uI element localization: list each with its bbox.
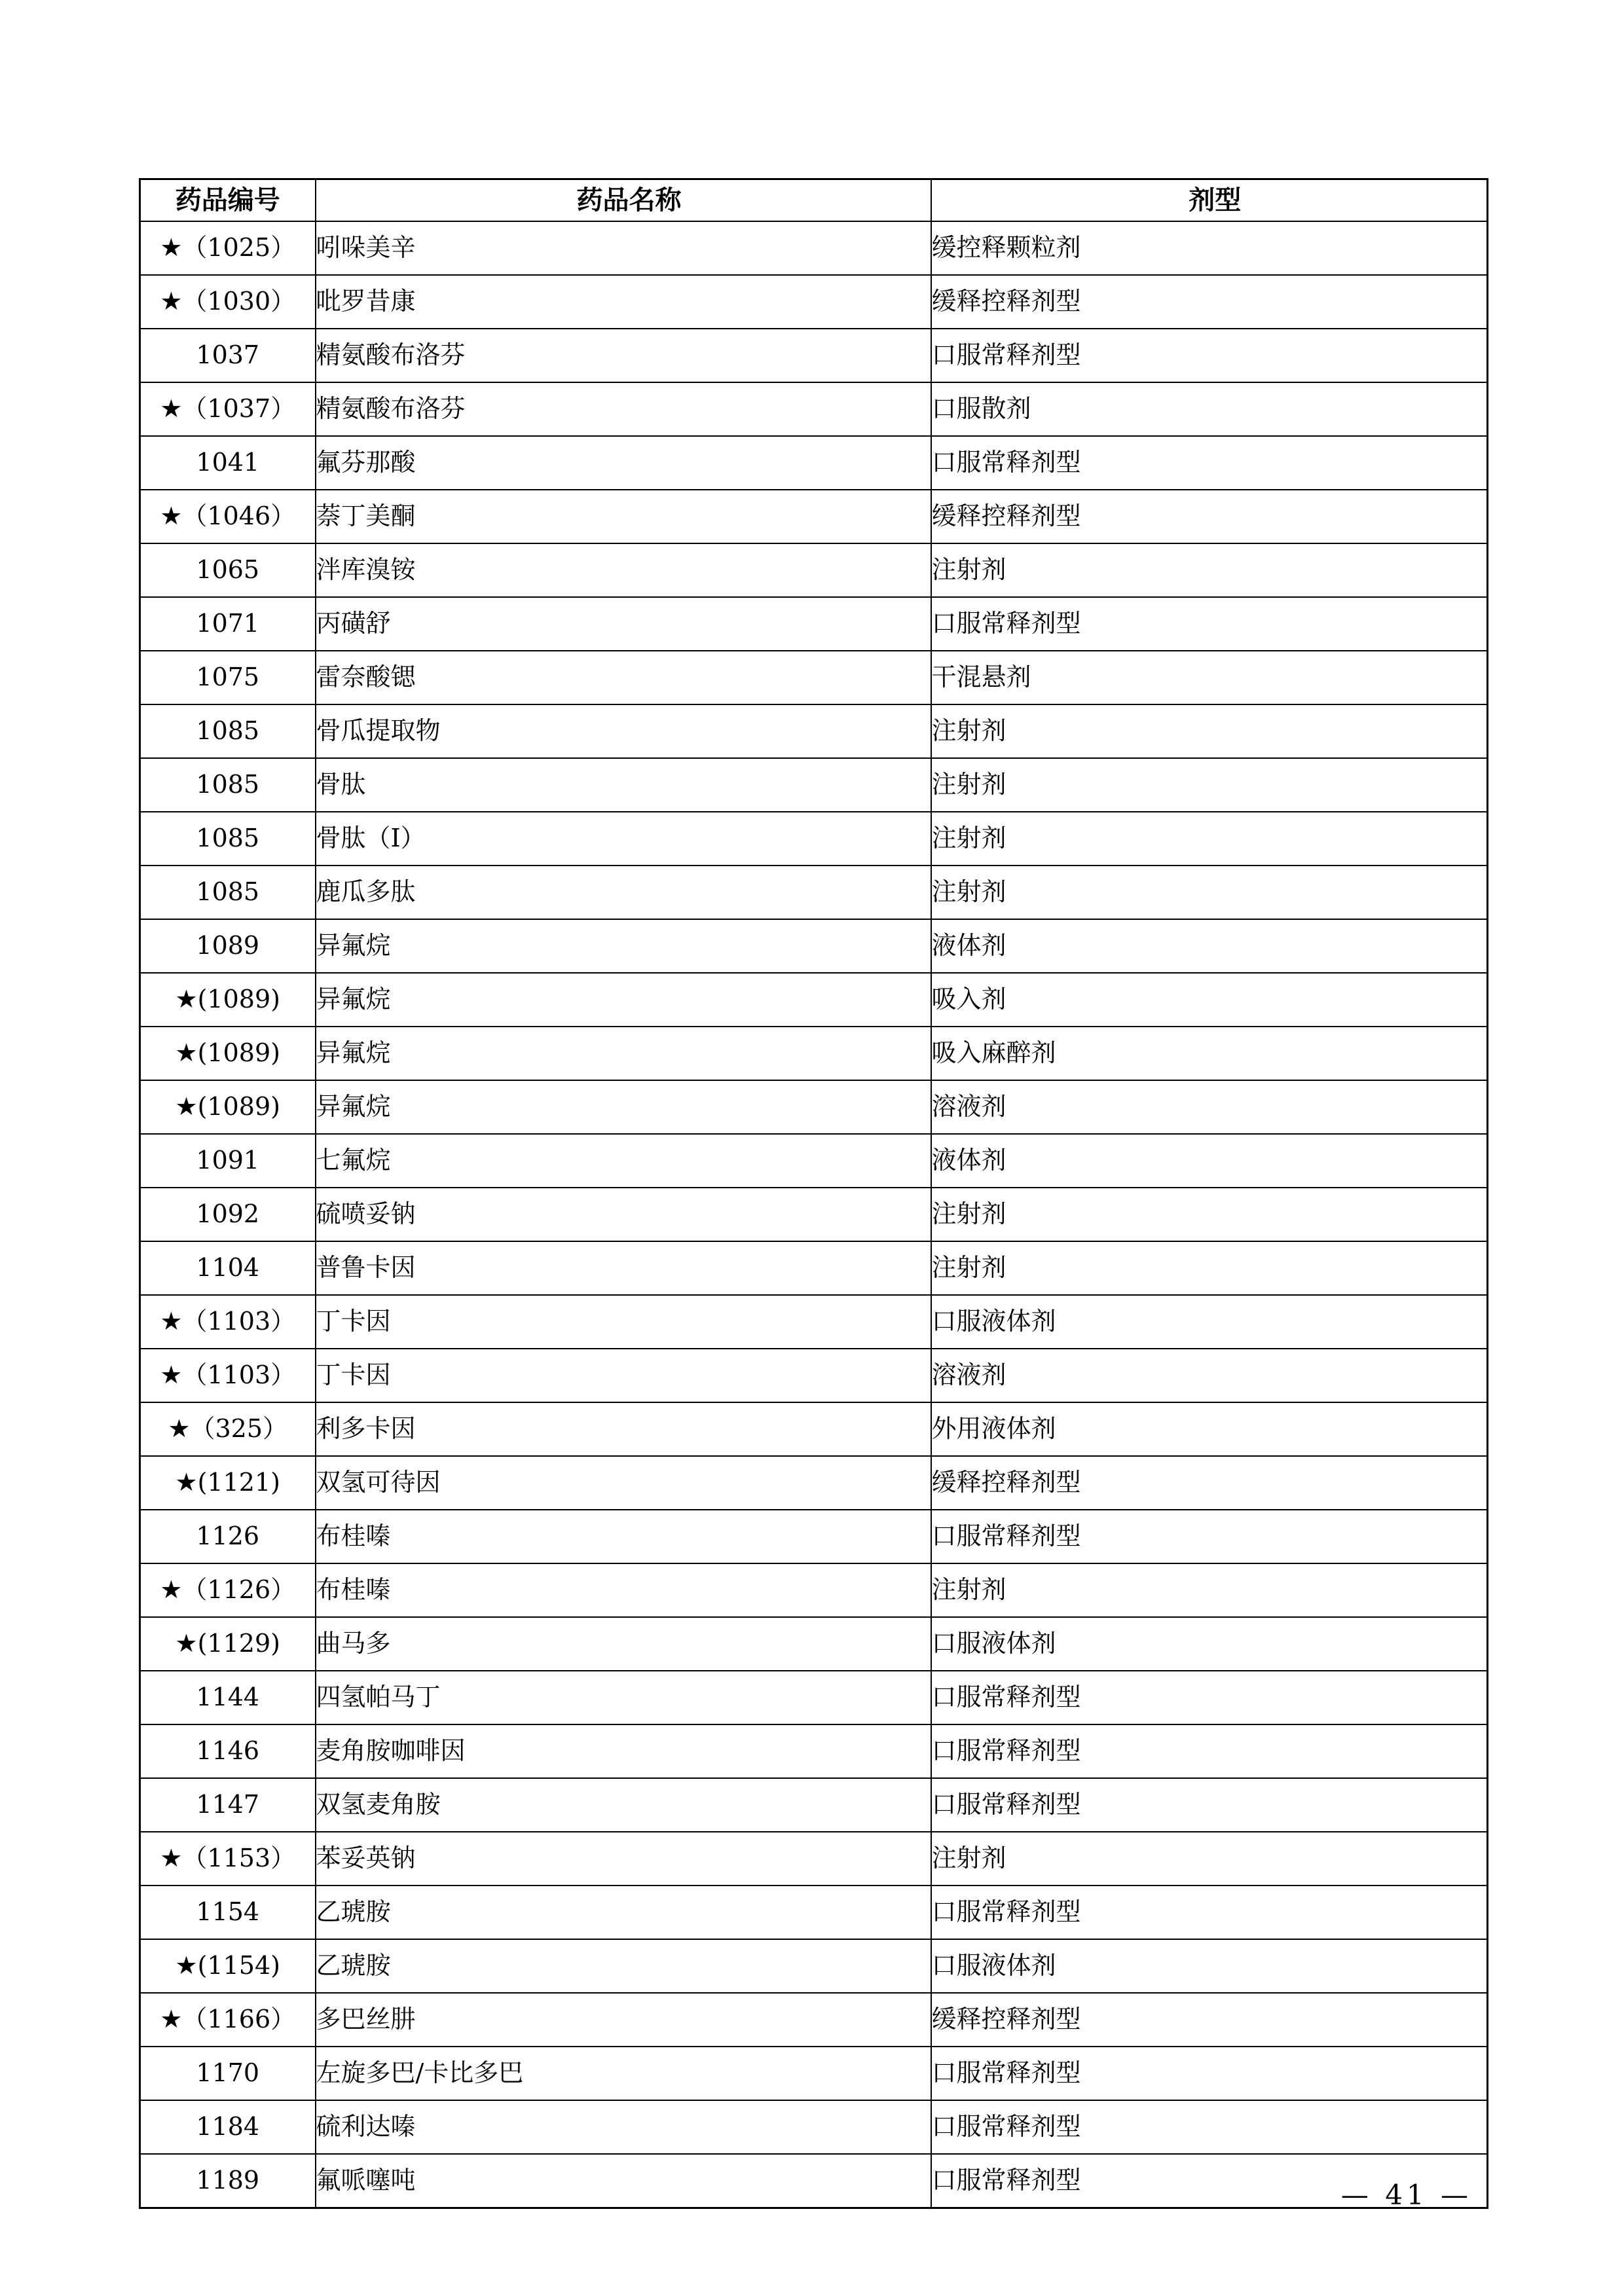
cell-drug-name: 硫利达嗪 xyxy=(316,2100,931,2154)
cell-drug-name: 四氢帕马丁 xyxy=(316,1671,931,1724)
cell-drug-code: 1085 xyxy=(140,758,316,812)
cell-dosage-form: 口服常释剂型 xyxy=(931,1724,1488,1778)
cell-drug-name: 曲马多 xyxy=(316,1617,931,1671)
table-row xyxy=(140,436,1488,490)
cell-drug-name: 布桂嗪 xyxy=(316,1563,931,1617)
cell-drug-code: ★（1126） xyxy=(140,1563,316,1617)
cell-drug-name: 双氢麦角胺 xyxy=(316,1778,931,1832)
cell-drug-code: ★(1154) xyxy=(140,1939,316,1993)
cell-dosage-form: 注射剂 xyxy=(931,812,1488,866)
drug-list-table-container xyxy=(139,178,1486,2209)
cell-drug-name: 吡罗昔康 xyxy=(316,275,931,329)
cell-drug-name: 雷奈酸锶 xyxy=(316,651,931,704)
column-header-dosage-form: 剂型 xyxy=(931,179,1488,222)
cell-drug-name: 骨肽（Ⅰ） xyxy=(316,812,931,866)
cell-drug-code: ★（1103） xyxy=(140,1295,316,1349)
cell-drug-name: 乙琥胺 xyxy=(316,1939,931,1993)
cell-drug-name: 双氢可待因 xyxy=(316,1456,931,1510)
cell-dosage-form: 缓释控释剂型 xyxy=(931,275,1488,329)
cell-dosage-form: 口服常释剂型 xyxy=(931,2047,1488,2100)
cell-drug-name: 萘丁美酮 xyxy=(316,490,931,543)
cell-dosage-form: 口服散剂 xyxy=(931,382,1488,436)
cell-drug-code: ★（325） xyxy=(140,1402,316,1456)
cell-dosage-form: 注射剂 xyxy=(931,1563,1488,1617)
cell-drug-name: 布桂嗪 xyxy=(316,1510,931,1563)
cell-drug-code: ★（1166） xyxy=(140,1993,316,2047)
table-row xyxy=(140,973,1488,1027)
cell-drug-code: 1184 xyxy=(140,2100,316,2154)
cell-drug-name: 左旋多巴/卡比多巴 xyxy=(316,2047,931,2100)
cell-drug-code: ★（1025） xyxy=(140,221,316,275)
cell-drug-name: 异氟烷 xyxy=(316,973,931,1027)
cell-dosage-form: 液体剂 xyxy=(931,919,1488,973)
table-row xyxy=(140,275,1488,329)
cell-dosage-form: 口服常释剂型 xyxy=(931,436,1488,490)
table-row xyxy=(140,1993,1488,2047)
cell-dosage-form: 口服常释剂型 xyxy=(931,2100,1488,2154)
cell-drug-name: 丁卡因 xyxy=(316,1349,931,1402)
cell-dosage-form: 外用液体剂 xyxy=(931,1402,1488,1456)
cell-drug-code: ★(1129) xyxy=(140,1617,316,1671)
table-row xyxy=(140,2047,1488,2100)
cell-dosage-form: 口服常释剂型 xyxy=(931,2154,1488,2208)
cell-drug-name: 多巴丝肼 xyxy=(316,1993,931,2047)
cell-drug-code: ★(1089) xyxy=(140,973,316,1027)
cell-dosage-form: 口服常释剂型 xyxy=(931,1886,1488,1939)
cell-drug-name: 七氟烷 xyxy=(316,1134,931,1188)
table-row xyxy=(140,329,1488,382)
table-row xyxy=(140,1563,1488,1617)
cell-drug-code: 1146 xyxy=(140,1724,316,1778)
table-row xyxy=(140,704,1488,758)
table-row xyxy=(140,1027,1488,1080)
cell-dosage-form: 注射剂 xyxy=(931,1241,1488,1295)
cell-drug-code: ★(1089) xyxy=(140,1027,316,1080)
cell-dosage-form: 口服液体剂 xyxy=(931,1939,1488,1993)
cell-drug-name: 吲哚美辛 xyxy=(316,221,931,275)
table-row xyxy=(140,919,1488,973)
cell-dosage-form: 吸入剂 xyxy=(931,973,1488,1027)
table-row xyxy=(140,543,1488,597)
cell-drug-code: ★（1046） xyxy=(140,490,316,543)
cell-dosage-form: 注射剂 xyxy=(931,704,1488,758)
table-row xyxy=(140,382,1488,436)
page-number: — 41 — xyxy=(1340,2179,1472,2211)
cell-drug-code: 1089 xyxy=(140,919,316,973)
cell-drug-name: 利多卡因 xyxy=(316,1402,931,1456)
table-row xyxy=(140,1832,1488,1886)
table-body xyxy=(140,221,1488,2208)
cell-dosage-form: 缓释控释剂型 xyxy=(931,490,1488,543)
cell-drug-code: ★（1030） xyxy=(140,275,316,329)
column-header-drug-code: 药品编号 xyxy=(140,179,316,222)
cell-dosage-form: 口服常释剂型 xyxy=(931,1671,1488,1724)
cell-drug-code: ★(1121) xyxy=(140,1456,316,1510)
cell-drug-name: 异氟烷 xyxy=(316,1027,931,1080)
cell-dosage-form: 注射剂 xyxy=(931,543,1488,597)
table-row xyxy=(140,1241,1488,1295)
cell-drug-name: 麦角胺咖啡因 xyxy=(316,1724,931,1778)
cell-dosage-form: 吸入麻醉剂 xyxy=(931,1027,1488,1080)
cell-drug-name: 乙琥胺 xyxy=(316,1886,931,1939)
cell-drug-code: 1092 xyxy=(140,1188,316,1241)
table-row xyxy=(140,2100,1488,2154)
cell-drug-name: 氟哌噻吨 xyxy=(316,2154,931,2208)
cell-drug-code: 1085 xyxy=(140,812,316,866)
table-row xyxy=(140,1134,1488,1188)
cell-drug-code: 1037 xyxy=(140,329,316,382)
table-row xyxy=(140,1295,1488,1349)
table-row xyxy=(140,221,1488,275)
cell-drug-code: 1144 xyxy=(140,1671,316,1724)
cell-drug-name: 丁卡因 xyxy=(316,1295,931,1349)
cell-drug-code: 1154 xyxy=(140,1886,316,1939)
table-row xyxy=(140,490,1488,543)
cell-drug-code: 1189 xyxy=(140,2154,316,2208)
cell-drug-code: 1170 xyxy=(140,2047,316,2100)
cell-drug-name: 精氨酸布洛芬 xyxy=(316,329,931,382)
cell-dosage-form: 口服液体剂 xyxy=(931,1295,1488,1349)
table-header-row xyxy=(140,179,1488,222)
table-row xyxy=(140,651,1488,704)
cell-drug-name: 泮库溴铵 xyxy=(316,543,931,597)
cell-dosage-form: 干混悬剂 xyxy=(931,651,1488,704)
cell-drug-name: 丙磺舒 xyxy=(316,597,931,651)
cell-drug-code: 1104 xyxy=(140,1241,316,1295)
table-row xyxy=(140,1402,1488,1456)
table-row xyxy=(140,1724,1488,1778)
cell-dosage-form: 缓释控释剂型 xyxy=(931,1993,1488,2047)
cell-drug-code: 1041 xyxy=(140,436,316,490)
cell-drug-name: 普鲁卡因 xyxy=(316,1241,931,1295)
cell-dosage-form: 缓释控释剂型 xyxy=(931,1456,1488,1510)
cell-dosage-form: 注射剂 xyxy=(931,1188,1488,1241)
cell-drug-code: 1085 xyxy=(140,704,316,758)
cell-drug-name: 鹿瓜多肽 xyxy=(316,866,931,919)
table-row xyxy=(140,1456,1488,1510)
cell-drug-code: ★（1153） xyxy=(140,1832,316,1886)
drug-list-table xyxy=(139,178,1488,2209)
cell-dosage-form: 口服常释剂型 xyxy=(931,329,1488,382)
cell-drug-code: 1075 xyxy=(140,651,316,704)
cell-drug-name: 苯妥英钠 xyxy=(316,1832,931,1886)
column-header-drug-name: 药品名称 xyxy=(316,179,931,222)
table-row xyxy=(140,1510,1488,1563)
cell-drug-code: ★(1089) xyxy=(140,1080,316,1134)
table-row xyxy=(140,2154,1488,2208)
table-row xyxy=(140,1778,1488,1832)
cell-drug-name: 异氟烷 xyxy=(316,1080,931,1134)
cell-dosage-form: 口服常释剂型 xyxy=(931,1778,1488,1832)
cell-dosage-form: 口服常释剂型 xyxy=(931,597,1488,651)
table-row xyxy=(140,1671,1488,1724)
table-row xyxy=(140,1886,1488,1939)
table-row xyxy=(140,1349,1488,1402)
cell-drug-code: 1065 xyxy=(140,543,316,597)
cell-drug-name: 氟芬那酸 xyxy=(316,436,931,490)
table-row xyxy=(140,1617,1488,1671)
cell-dosage-form: 口服液体剂 xyxy=(931,1617,1488,1671)
cell-dosage-form: 溶液剂 xyxy=(931,1080,1488,1134)
cell-drug-name: 骨肽 xyxy=(316,758,931,812)
table-row xyxy=(140,1188,1488,1241)
cell-dosage-form: 注射剂 xyxy=(931,758,1488,812)
cell-dosage-form: 注射剂 xyxy=(931,866,1488,919)
table-row xyxy=(140,597,1488,651)
cell-dosage-form: 口服常释剂型 xyxy=(931,1510,1488,1563)
cell-drug-code: 1091 xyxy=(140,1134,316,1188)
cell-drug-code: ★（1103） xyxy=(140,1349,316,1402)
cell-dosage-form: 液体剂 xyxy=(931,1134,1488,1188)
cell-drug-name: 硫喷妥钠 xyxy=(316,1188,931,1241)
cell-drug-code: 1085 xyxy=(140,866,316,919)
cell-drug-name: 异氟烷 xyxy=(316,919,931,973)
table-row xyxy=(140,1080,1488,1134)
cell-drug-code: 1147 xyxy=(140,1778,316,1832)
cell-drug-code: 1126 xyxy=(140,1510,316,1563)
table-row xyxy=(140,812,1488,866)
table-row xyxy=(140,1939,1488,1993)
cell-drug-name: 骨瓜提取物 xyxy=(316,704,931,758)
cell-drug-code: 1071 xyxy=(140,597,316,651)
table-header xyxy=(140,179,1488,222)
cell-drug-name: 精氨酸布洛芬 xyxy=(316,382,931,436)
table-row xyxy=(140,758,1488,812)
cell-dosage-form: 溶液剂 xyxy=(931,1349,1488,1402)
cell-dosage-form: 缓控释颗粒剂 xyxy=(931,221,1488,275)
cell-drug-code: ★（1037） xyxy=(140,382,316,436)
table-row xyxy=(140,866,1488,919)
cell-dosage-form: 注射剂 xyxy=(931,1832,1488,1886)
